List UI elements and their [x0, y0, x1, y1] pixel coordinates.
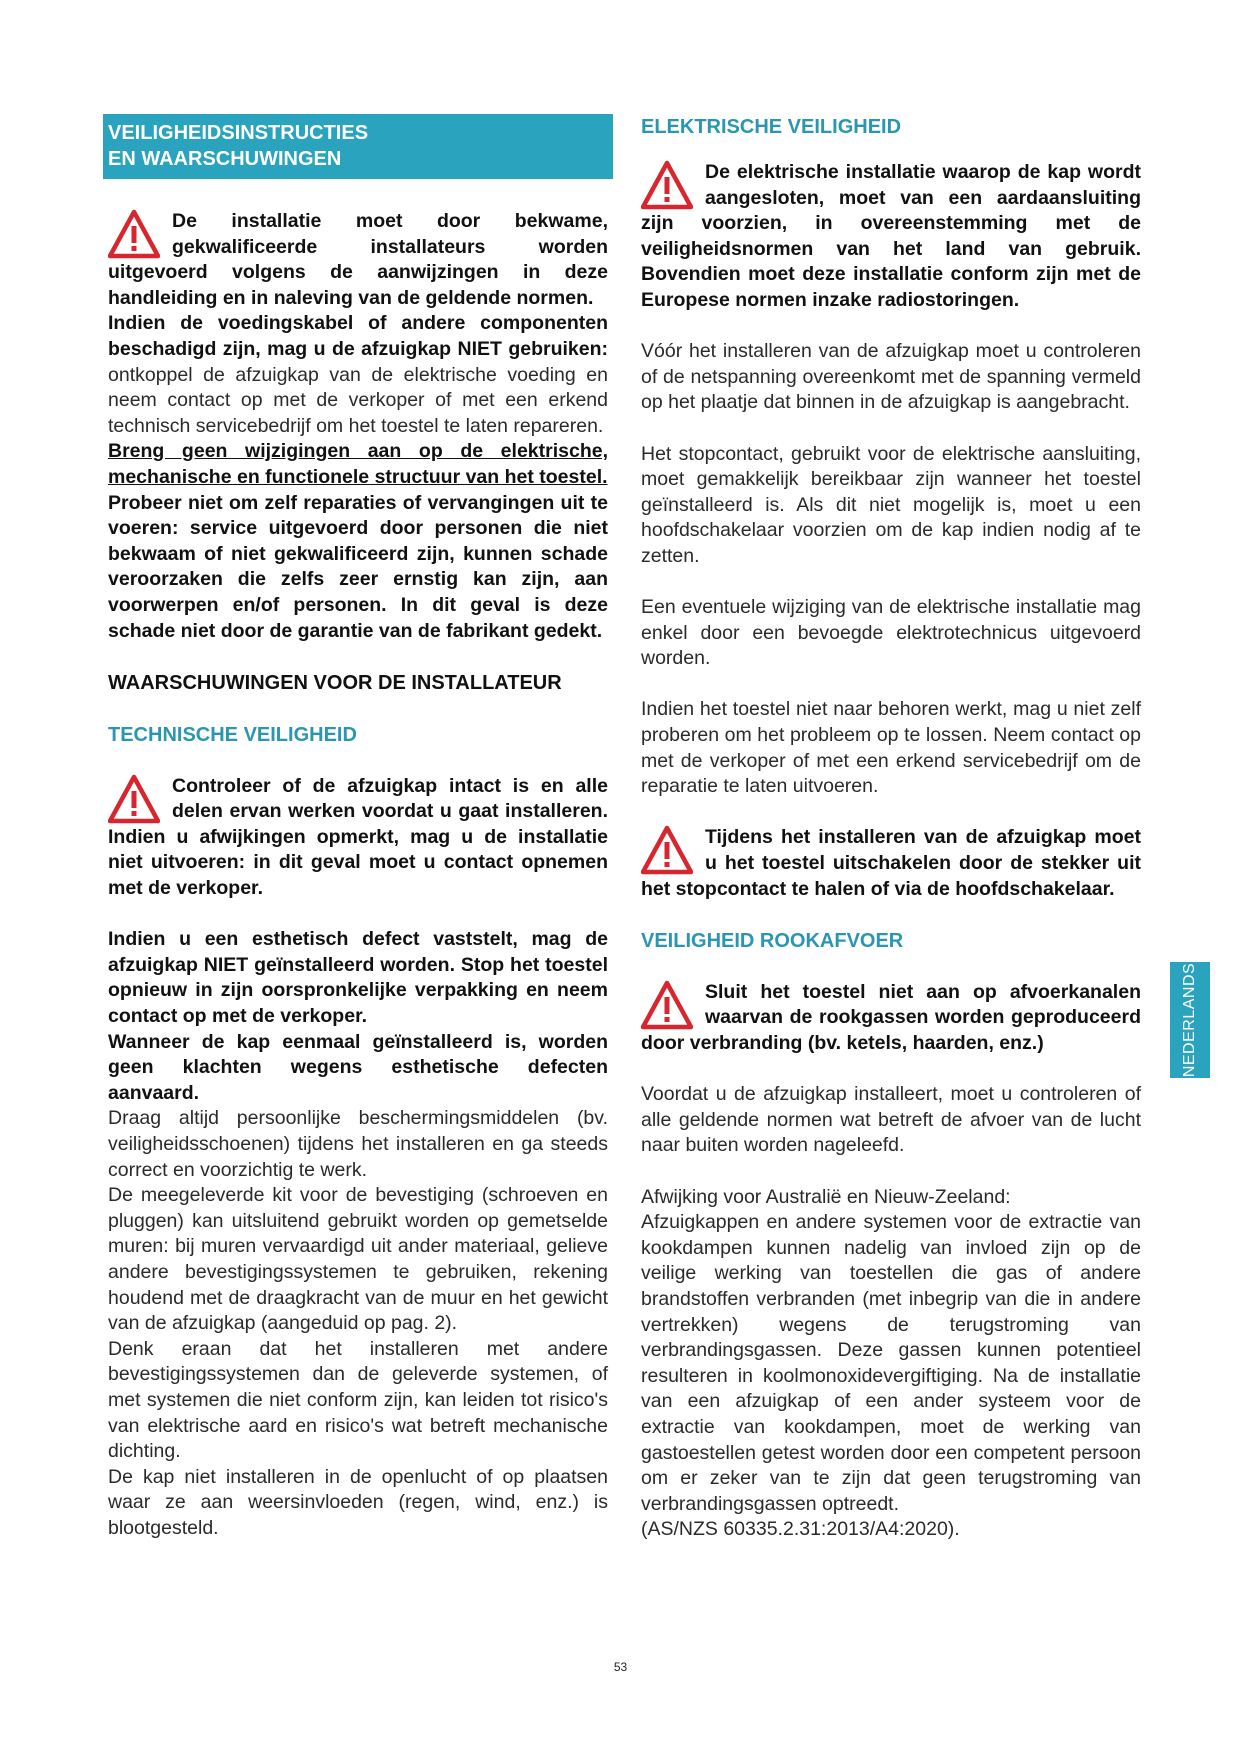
heading-installateur: WAARSCHUWINGEN VOOR DE INSTALLATEUR [108, 671, 562, 694]
warning-text-modifications: Breng geen wijzigingen aan op de elektrische, mechanische en functionele structuur van het toestel. [108, 440, 608, 488]
warning-text-intact: Controleer of de afzuigkap intact is en alle delen ervan werken voordat u gaat installeren. Indien u afwijkingen opmerkt, mag u de installatie niet uitvoeren: in dit geval moet u contact opnemen met de verkoper. [108, 774, 608, 900]
warning-text-earthing: De elektrische installatie waarop de kap wordt aangesloten, moet van een aardaansluiting zijn voorzien, in overeenstemming met de veiligheidsnormen van het land van gebruik. Bovendien moet deze installatie conform zijn met de Europese normen inzake radiostoringen. [641, 161, 1141, 311]
heading-technische-veiligheid: TECHNISCHE VEILIGHEID [108, 723, 357, 746]
banner-line-2: EN WAARSCHUWINGEN [108, 148, 342, 170]
warning-triangle-icon [641, 825, 693, 875]
warning-triangle-icon [108, 774, 160, 824]
warning-block-technical [108, 774, 608, 902]
warning-text-flue: Sluit het toestel niet aan op afvoerkanalen waarvan de rookgassen worden geproduceerd door verbranding (bv. ketels, haarden, enz.) [641, 980, 1141, 1054]
text-mounting-kit: De meegeleverde kit voor de bevestiging (schroeven en pluggen) kan uitsluitend gebruikt worden op gemetselde muren: bij muren vervaardigd uit ander materiaal, gelieve andere bevestigingssystemen te gebruiken, rekening houdend met de draagkracht van de muur en het gewicht van de afzuigkap (aangeduid op pag. 2). [108, 1184, 608, 1335]
right-column [641, 114, 1141, 1543]
text-other-fixings: Denk eraan dat het installeren met andere bevestigingssystemen dan de geleverde systemen, of met systemen die niet conform zijn, kan leiden tot risico's van elektrische aard en risico's wat betreft mechanische dichting. [108, 1337, 608, 1463]
left-column [108, 114, 608, 1542]
warning-triangle-icon [641, 160, 693, 210]
text-australia-title: Afwijking voor Australië en Nieuw-Zeeland: [641, 1185, 1011, 1208]
text-air-exhaust: Voordat u de afzuigkap installeert, moet u controleren of alle geldende normen wat betreft de afvoer van de lucht naar buiten worden nageleefd. [641, 1083, 1141, 1157]
heading-elektrische-veiligheid: ELEKTRISCHE VEILIGHEID [641, 116, 902, 138]
text-protection: Draag altijd persoonlijke beschermingsmiddelen (bv. veiligheidsschoenen) tijdens het installeren en ga steeds correct en voorzichtig te werk. [108, 1107, 608, 1181]
section-banner [103, 114, 613, 179]
text-voltage-check: Vóór het installeren van de afzuigkap moet u controleren of de netspanning overeenkomt met de spanning vermeld op het plaatje dat binnen in de afzuigkap is aangebracht. [641, 340, 1141, 414]
text-malfunction: Indien het toestel niet naar behoren werkt, mag u niet zelf proberen om het probleem op te lossen. Neem contact op met de verkoper of met een erkend servicebedrijf om de reparatie te laten uitvoeren. [641, 698, 1141, 798]
warning-triangle-icon [108, 209, 160, 259]
warning-block-electrical [641, 160, 1141, 314]
language-tab-label: NEDERLANDS [1181, 962, 1199, 1078]
heading-veiligheid-rookafvoer: VEILIGHEID ROOKAFVOER [641, 929, 904, 952]
text-socket: Het stopcontact, gebruikt voor de elektrische aansluiting, moet gemakkelijk bereikbaar zijn wanneer het toestel geïnstalleerd is. Als dit niet mogelijk is, moet u een hoofdschakelaar voorzien om de kap indien nodig af te zetten. [641, 442, 1141, 567]
banner-line-1: VEILIGHEIDSINSTRUCTIES [108, 122, 369, 144]
page-number: 53 [613, 1660, 628, 1674]
warning-text-disconnect: ontkoppel de afzuigkap van de elektrische voeding en neem contact op met de verkoper of met een erkend technisch servicebedrijf om het toestel te laten repareren. [108, 363, 608, 437]
language-tab [1170, 962, 1210, 1078]
warning-triangle-icon [641, 980, 693, 1030]
warning-text-cable: Indien de voedingskabel of andere componenten beschadigd zijn, mag u de afzuigkap NIET gebruiken: [108, 312, 608, 360]
warning-text-repairs: Probeer niet om zelf reparaties of vervangingen uit te voeren: service uitgevoerd door personen die niet bekwaam of niet gekwalificeerd zijn, kunnen schade veroorzaken die zelfs zeer ernstig kan zijn, aan voorwerpen en/of personen. In dit geval is deze schade niet door de garantie van de fabrikant gedekt. [108, 491, 608, 642]
text-australia-body: Afzuigkappen en andere systemen voor de extractie van kookdampen kunnen nadelig van invloed zijn op de veilige werking van toestellen die gas of andere brandstoffen verbranden (met inbegrip van die in andere vertrekken) wegens de terugstroming van verbrandingsgassen. Deze gassen kunnen potentieel resulteren in koolmonoxidevergiftiging. Na de installatie van een afzuigkap of een ander systeem voor de extractie van kookdampen, moet de werking van gastoestellen getest worden door een competent persoon om er zeker van te zijn dat geen terugstroming van verbrandingsgassen optreedt. [641, 1211, 1141, 1515]
text-esthetic-defect: Indien u een esthetisch defect vaststelt, mag de afzuigkap NIET geïnstalleerd worden. Stop het toestel opnieuw in zijn oorspronkelijke verpakking en neem contact op met de verkoper. [108, 928, 608, 1028]
warning-block-flue [641, 980, 1141, 1057]
warning-block-disconnect [641, 825, 1141, 902]
warning-text-unplug: Tijdens het installeren van de afzuigkap moet u het toestel uitschakelen door de stekker uit het stopcontact te halen of via de hoofdschakelaar. [641, 826, 1141, 900]
text-outdoor: De kap niet installeren in de openlucht of op plaatsen waar ze aan weersinvloeden (regen, wind, enz.) is blootgesteld. [108, 1465, 608, 1539]
warning-block-installation [108, 209, 608, 644]
text-no-complaints: Wanneer de kap eenmaal geïnstalleerd is, worden geen klachten wegens esthetische defecten aanvaard. [108, 1030, 608, 1104]
warning-text: De installatie moet door bekwame, gekwalificeerde installateurs worden uitgevoerd volgens de aanwijzingen in deze handleiding en in naleving van de geldende normen. [108, 210, 608, 309]
text-modification-electrician: Een eventuele wijziging van de elektrische installatie mag enkel door een bevoegde elektrotechnicus uitgevoerd worden. [641, 596, 1141, 670]
text-standard-ref: (AS/NZS 60335.2.31:2013/A4:2020). [641, 1518, 960, 1541]
